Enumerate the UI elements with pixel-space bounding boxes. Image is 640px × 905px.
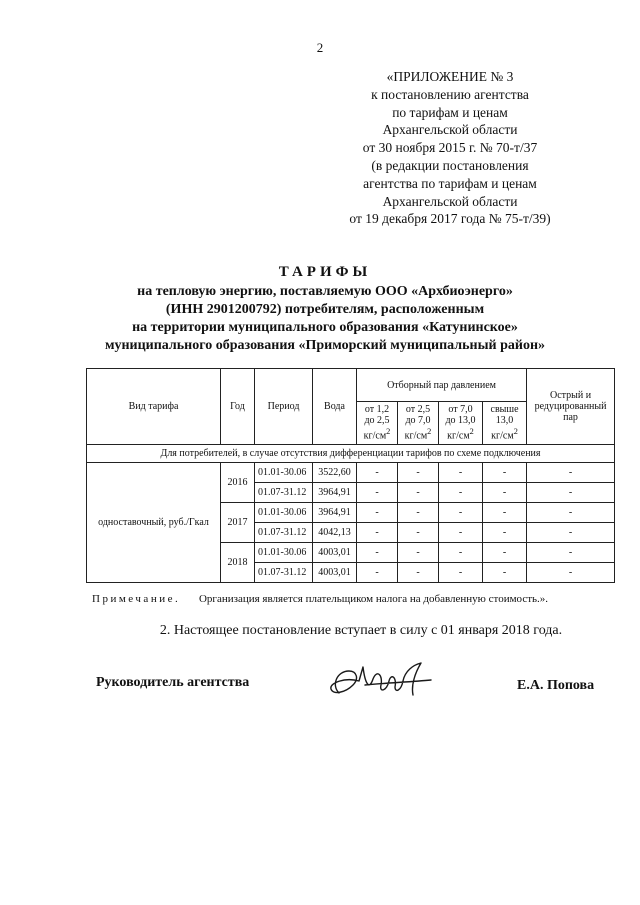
steam-cell: - <box>357 503 398 523</box>
steam-cell: - <box>483 503 527 523</box>
year-cell: 2016 <box>221 463 255 503</box>
table-row <box>87 463 615 483</box>
tariff-table <box>86 368 615 583</box>
sharp-cell: - <box>527 483 615 503</box>
water-cell: 4042,13 <box>313 523 357 543</box>
water-cell: 3522,60 <box>313 463 357 483</box>
period-cell: 01.07-31.12 <box>255 483 313 503</box>
signatory-name: Е.А. Попова <box>517 678 595 693</box>
header-steam-col: от 7,0 до 13,0 $кг/см^2$ <box>439 402 483 445</box>
steam-cell: - <box>483 483 527 503</box>
steam-cell: - <box>357 483 398 503</box>
appendix-line: «ПРИЛОЖЕНИЕ № 3 <box>386 69 514 84</box>
steam-cell: - <box>439 483 483 503</box>
handwritten-signature <box>325 655 440 705</box>
sharp-cell: - <box>527 463 615 483</box>
steam-cell: - <box>439 523 483 543</box>
document-title <box>60 263 590 355</box>
period-cell: 01.07-31.12 <box>255 523 313 543</box>
appendix-line: от 19 декабря 2017 года № 75-т/39) <box>349 211 551 227</box>
appendix-line: (в редакции постановления <box>371 157 529 173</box>
header-sharp-steam: Острый и редуцированный пар <box>527 369 615 445</box>
steam-cell: - <box>357 523 398 543</box>
steam-cell: - <box>483 543 527 563</box>
header-period: Период <box>255 369 313 445</box>
appendix-line: Архангельской области <box>382 193 518 209</box>
water-cell: 3964,91 <box>313 503 357 523</box>
sharp-cell: - <box>527 543 615 563</box>
title-heading: ТАРИФЫ <box>278 264 372 280</box>
appendix-line: по тарифам и ценам <box>392 104 508 120</box>
steam-cell: - <box>398 483 439 503</box>
steam-cell: - <box>398 543 439 563</box>
title-line: (ИНН 2901200792) потребителям, расположенным <box>165 302 485 317</box>
note-label: Примечание. <box>92 593 181 605</box>
steam-cell: - <box>398 523 439 543</box>
header-tariff-type: Вид тарифа <box>87 369 221 445</box>
steam-cell: - <box>439 543 483 563</box>
year-cell: 2017 <box>221 503 255 543</box>
period-cell: 01.01-30.06 <box>255 463 313 483</box>
steam-cell: - <box>398 563 439 583</box>
note-text: Организация является плательщиком налога на добавленную стоимость.». <box>198 593 549 605</box>
steam-cell: - <box>439 503 483 523</box>
header-water: Вода <box>313 369 357 445</box>
table-note <box>92 593 548 605</box>
appendix-line: агентства по тарифам и ценам <box>363 175 537 191</box>
tariff-name: одноставочный, руб./Гкал <box>87 463 221 583</box>
sharp-cell: - <box>527 563 615 583</box>
water-cell: 4003,01 <box>313 543 357 563</box>
header-steam-col: от 1,2 до 2,5 $кг/см^2$ <box>357 402 398 445</box>
title-line: муниципального образования «Приморский муниципальный район» <box>104 338 546 353</box>
header-steam-col: свыше 13,0 $кг/см^2$ <box>483 402 527 445</box>
sharp-cell: - <box>527 503 615 523</box>
appendix-header <box>330 68 570 228</box>
steam-cell: - <box>439 563 483 583</box>
steam-cell: - <box>357 543 398 563</box>
appendix-line: Архангельской области <box>382 122 518 138</box>
title-line: на тепловую энергию, поставляемую ООО «Архбиоэнерго» <box>137 284 513 299</box>
consumer-note: Для потребителей, в случае отсутствия дифференциации тарифов по схеме подключения <box>87 445 615 463</box>
sharp-cell: - <box>527 523 615 543</box>
effective-date-clause: 2. Настоящее постановление вступает в силу с 01 января 2018 года. <box>159 623 563 638</box>
appendix-line: к постановлению агентства <box>371 86 529 102</box>
header-steam-col: от 2,5 до 7,0 $кг/см^2$ <box>398 402 439 445</box>
steam-cell: - <box>357 563 398 583</box>
period-cell: 01.01-30.06 <box>255 503 313 523</box>
steam-cell: - <box>483 463 527 483</box>
steam-cell: - <box>483 563 527 583</box>
header-steam-group: Отборный пар давлением <box>357 369 527 402</box>
water-cell: 3964,91 <box>313 483 357 503</box>
appendix-line: от 30 ноября 2015 г. № 70-т/37 <box>362 140 538 156</box>
signatory-position: Руководитель агентства <box>96 675 250 690</box>
page-number: 2 <box>316 40 324 55</box>
steam-cell: - <box>398 463 439 483</box>
period-cell: 01.01-30.06 <box>255 543 313 563</box>
title-line: на территории муниципального образования «Катунинское» <box>132 320 518 335</box>
steam-cell: - <box>483 523 527 543</box>
steam-cell: - <box>357 463 398 483</box>
water-cell: 4003,01 <box>313 563 357 583</box>
steam-cell: - <box>398 503 439 523</box>
steam-cell: - <box>439 463 483 483</box>
year-cell: 2018 <box>221 543 255 583</box>
header-year: Год <box>221 369 255 445</box>
period-cell: 01.07-31.12 <box>255 563 313 583</box>
